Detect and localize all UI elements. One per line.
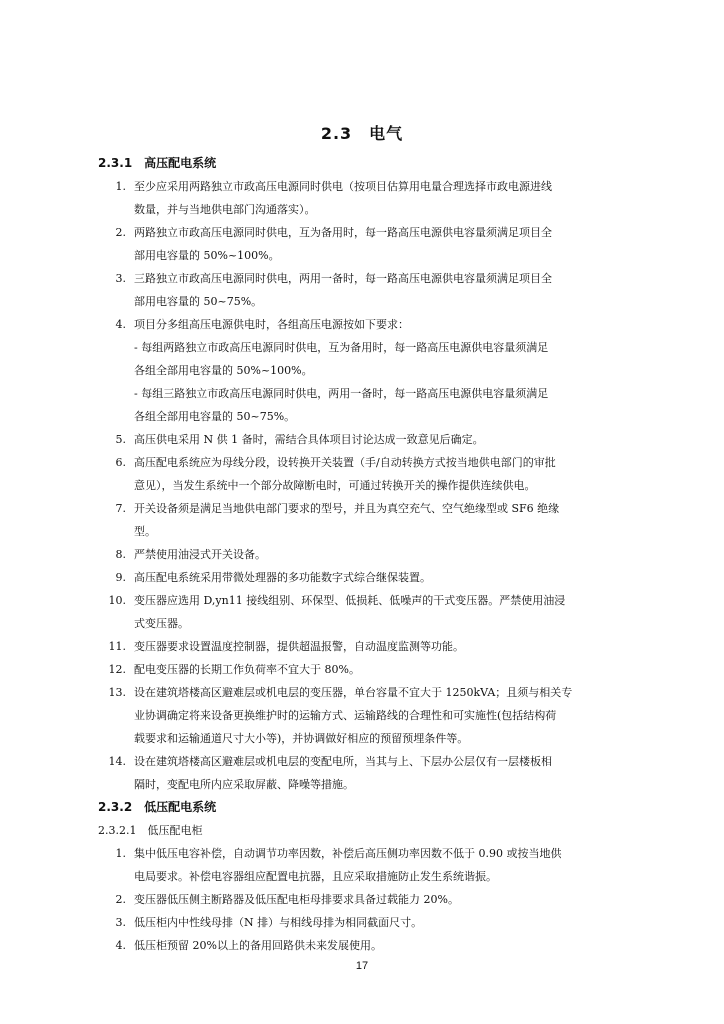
list-item-line: 隔时，变配电所内应采取屏蔽、降噪等措施。 [134, 778, 354, 791]
low-voltage-list [98, 842, 628, 957]
list-item [98, 497, 628, 543]
high-voltage-list-continued [98, 428, 628, 796]
list-item [98, 221, 628, 267]
list-item-number: 6. [115, 456, 126, 469]
list-item-number: 13. [108, 686, 126, 699]
list-item-number: 2. [115, 226, 126, 239]
list-item-number: 7. [115, 502, 126, 515]
list-item [98, 750, 628, 796]
list-item-line: 集中低压电容补偿，自动调节功率因数，补偿后高压侧功率因数不低于 0.90 或按当地供 [134, 847, 562, 860]
list-item-line: 设在建筑塔楼高区避难层或机电层的变压器，单台容量不宜大于 1250kVA；且须与相关专 [134, 686, 573, 699]
list-item-number: 8. [115, 548, 126, 561]
list-item-number: 4. [115, 318, 126, 331]
list-item-number: 3. [115, 916, 126, 929]
page-number: 17 [355, 960, 369, 972]
list-item-line: 至少应采用两路独立市政高压电源同时供电（按项目估算用电量合理选择市政电源进线 [134, 180, 552, 193]
list-item-number: 1. [115, 180, 126, 193]
list-item-line: 三路独立市政高压电源同时供电，两用一备时，每一路高压电源供电容量须满足项目全 [134, 272, 552, 285]
sub-list-line: - 每组两路独立市政高压电源同时供电，互为备用时，每一路高压电源供电容量须满足 [134, 341, 549, 354]
sub-list-line: - 每组三路独立市政高压电源同时供电，两用一备时，每一路高压电源供电容量须满足 [134, 387, 549, 400]
list-item-line: 意见），当发生系统中一个部分故障断电时，可通过转换开关的操作提供连续供电。 [134, 479, 536, 492]
list-item-line: 项目分多组高压电源供电时，各组高压电源按如下要求： [134, 318, 409, 331]
list-item-number: 9. [115, 571, 126, 584]
list-item-number: 4. [115, 939, 126, 952]
list-item [98, 934, 628, 957]
list-item [98, 589, 628, 635]
high-voltage-sub-list [98, 336, 628, 428]
list-item-line: 高压配电系统应为母线分段，设转换开关装置（手/自动转换方式按当地供电部门的审批 [134, 456, 556, 469]
list-item [98, 543, 628, 566]
page-content [98, 152, 628, 957]
section-title: 2.3 电气 [320, 124, 404, 143]
list-item-line: 数量，并与当地供电部门沟通落实）。 [134, 203, 316, 216]
list-item-line: 变压器应选用 D,yn11 接线组别、环保型、低损耗、低噪声的干式变压器。严禁使用油浸 [134, 594, 566, 607]
list-item [98, 566, 628, 589]
list-item [98, 451, 628, 497]
list-item [98, 428, 628, 451]
list-item [98, 842, 628, 888]
list-item [98, 313, 628, 336]
list-item [98, 888, 628, 911]
list-item-line: 载要求和运输通道尺寸大小等)，并协调做好相应的预留预埋条件等。 [134, 732, 469, 745]
list-item-line: 低压柜内中性线母排（N 排）与相线母排为相同截面尺寸。 [134, 916, 423, 929]
list-item-line: 变压器低压侧主断路器及低压配电柜母排要求具备过载能力 20%。 [134, 893, 459, 906]
list-item-line: 设在建筑塔楼高区避难层或机电层的变配电所，当其与上、下层办公层仅有一层楼板相 [134, 755, 552, 768]
list-item-line: 型。 [134, 525, 156, 538]
list-item-line: 低压柜预留 20%以上的备用回路供未来发展使用。 [134, 939, 382, 952]
list-item-line: 变压器要求设置温度控制器，提供超温报警，自动温度监测等功能。 [134, 640, 464, 653]
list-item [98, 658, 628, 681]
list-item-line: 配电变压器的长期工作负荷率不宜大于 80%。 [134, 663, 360, 676]
list-item-line: 电局要求。补偿电容器组应配置电抗器，且应采取措施防止发生系统谐振。 [134, 870, 497, 883]
list-item-line: 两路独立市政高压电源同时供电，互为备用时，每一路高压电源供电容量须满足项目全 [134, 226, 552, 239]
list-item-line: 部用电容量的 50~75%。 [134, 295, 263, 308]
list-item-number: 10. [108, 594, 126, 607]
list-item-line: 式变压器。 [134, 617, 189, 630]
list-item-line: 业协调确定将来设备更换维护时的运输方式、运输路线的合理性和可实施性(包括结构荷 [134, 709, 557, 722]
list-item-line: 高压供电采用 N 供 1 备时，需结合具体项目讨论达成一致意见后确定。 [134, 433, 484, 446]
list-item [98, 635, 628, 658]
sub-list-line: 各组全部用电容量的 50~75%。 [134, 410, 296, 423]
list-item-line: 高压配电系统采用带微处理器的多功能数字式综合继保装置。 [134, 571, 431, 584]
list-item-line: 部用电容量的 50%~100%。 [134, 249, 280, 262]
section-heading-low-voltage: 2.3.2 低压配电系统 [98, 800, 217, 814]
list-item [98, 267, 628, 313]
section-heading-high-voltage: 2.3.1 高压配电系统 [98, 156, 217, 170]
list-item-number: 5. [115, 433, 126, 446]
list-item [98, 175, 628, 221]
list-item-number: 3. [115, 272, 126, 285]
list-item-line: 严禁使用油浸式开关设备。 [134, 548, 266, 561]
high-voltage-list [98, 175, 628, 336]
list-item [98, 911, 628, 934]
list-item-number: 2. [115, 893, 126, 906]
list-item-number: 1. [115, 847, 126, 860]
list-item [98, 681, 628, 750]
subsection-heading-lv-cabinet: 2.3.2.1 低压配电柜 [98, 824, 203, 837]
list-item-number: 11. [108, 640, 126, 653]
list-item-number: 12. [108, 663, 126, 676]
list-item-number: 14. [108, 755, 126, 768]
list-item-line: 开关设备须是满足当地供电部门要求的型号，并且为真空充气、空气绝缘型或 SF6 绝缘 [134, 502, 560, 515]
sub-list-line: 各组全部用电容量的 50%~100%。 [134, 364, 313, 377]
